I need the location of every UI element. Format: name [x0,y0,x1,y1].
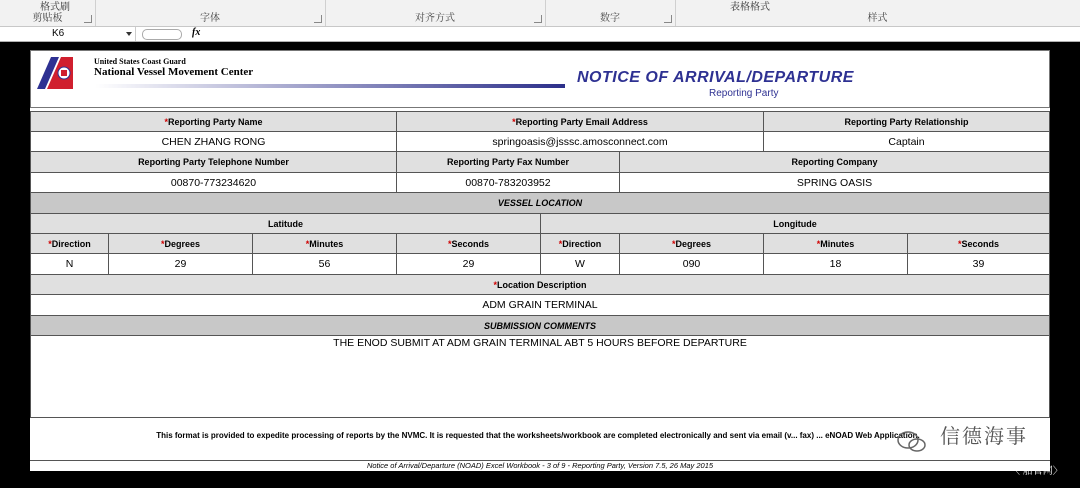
reporting-party-email-label: * Reporting Party Email Address [396,111,764,132]
format-as-table-label[interactable]: 表格格式 [730,2,770,13]
watermark-text: 信德海事 [940,426,1028,448]
lat-direction-label: * Direction [30,233,109,254]
reporting-party-email-value[interactable]: springoasis@jsssc.amosconnect.com [396,131,764,152]
reporting-party-phone-label: Reporting Party Telephone Number [30,151,397,173]
submission-comments-section-title: SUBMISSION COMMENTS [30,315,1050,336]
chevron-down-icon[interactable] [126,32,132,36]
formula-bar [0,27,1080,42]
ribbon-group-styles[interactable] [675,0,1080,26]
lat-seconds-value[interactable]: 29 [396,253,541,275]
ribbon-group-font[interactable] [95,0,326,26]
lat-minutes-label: * Minutes [252,233,397,254]
reporting-company-label: Reporting Company [619,151,1050,173]
latitude-label: Latitude [30,213,541,234]
footer-note: This format is provided to expedite processing of reports by the NVMC. It is requested that the worksheets/workbook are completed electronically and sent via email (v... fax) ... eNOAD Web Application. [156,431,920,440]
ribbon-group-label: 字体 [200,13,220,24]
form-header [30,50,1050,108]
lon-minutes-value[interactable]: 18 [763,253,908,275]
dialog-launcher-icon[interactable] [84,15,92,23]
coast-guard-logo [37,57,73,89]
reporting-party-fax-value[interactable]: 00870-783203952 [396,172,620,193]
reporting-party-fax-label: Reporting Party Fax Number [396,151,620,173]
org-name-line1: United States Coast Guard [94,57,186,66]
location-description-label: * Location Description [30,274,1050,295]
reporting-party-relationship-value[interactable]: Captain [763,131,1050,152]
ribbon-group-alignment[interactable] [325,0,546,26]
submission-comments-value[interactable]: THE ENOD SUBMIT AT ADM GRAIN TERMINAL ABT 5 HOURS BEFORE DEPARTURE [30,335,1050,418]
org-name-line2: National Vessel Movement Center [94,66,254,78]
ribbon-group-number[interactable] [545,0,676,26]
cell-reference: K6 [52,28,65,39]
lon-degrees-value[interactable]: 090 [619,253,764,275]
noad-form-sheet [30,50,1050,470]
location-description-value[interactable]: ADM GRAIN TERMINAL [30,294,1050,316]
lon-minutes-label: * Minutes [763,233,908,254]
lat-degrees-value[interactable]: 29 [108,253,253,275]
dialog-launcher-icon[interactable] [534,15,542,23]
lat-minutes-value[interactable]: 56 [252,253,397,275]
lat-seconds-label: * Seconds [396,233,541,254]
reporting-party-relationship-label: Reporting Party Relationship [763,111,1050,132]
reporting-party-name-value[interactable]: CHEN ZHANG RONG [30,131,397,152]
workbook-version: Notice of Arrival/Departure (NOAD) Excel Workbook - 3 of 9 - Reporting Party, Version 7.5, 26 May 2015 [30,460,1050,471]
lat-direction-value[interactable]: N [30,253,109,275]
longitude-label: Longitude [540,213,1050,234]
lon-seconds-value[interactable]: 39 [907,253,1050,275]
reporting-party-name-label: * Reporting Party Name [30,111,397,132]
dialog-launcher-icon[interactable] [664,15,672,23]
required-marker: * [512,116,516,127]
ribbon-group-label: 样式 [867,13,888,24]
wechat-icon [897,430,927,454]
name-box[interactable] [0,27,136,41]
lon-direction-label: * Direction [540,233,620,254]
ribbon-group-label: 剪贴板 [32,13,63,24]
fx-icon[interactable]: fx [192,27,201,38]
ribbon-group-label: 对齐方式 [415,13,455,24]
watermark-nav: 〈 船管网〉 [1010,466,1063,477]
vessel-location-section-title: VESSEL LOCATION [30,192,1050,214]
reporting-company-value[interactable]: SPRING OASIS [619,172,1050,193]
ribbon-group-clipboard[interactable] [0,0,96,26]
header-gradient-rule [95,84,565,88]
reporting-party-phone-value[interactable]: 00870-773234620 [30,172,397,193]
dialog-launcher-icon[interactable] [314,15,322,23]
required-marker: * [164,116,168,127]
excel-ribbon [0,0,1080,27]
lon-degrees-label: * Degrees [619,233,764,254]
ribbon-group-label: 数字 [600,13,620,24]
formula-oval-icon[interactable] [142,29,182,40]
lon-direction-value[interactable]: W [540,253,620,275]
form-subtitle: Reporting Party [709,88,779,99]
lon-seconds-label: * Seconds [907,233,1050,254]
format-painter-label[interactable]: 格式刷 [40,2,70,13]
formula-controls [138,28,208,39]
lat-degrees-label: * Degrees [108,233,253,254]
form-title: NOTICE OF ARRIVAL/DEPARTURE [577,69,854,86]
